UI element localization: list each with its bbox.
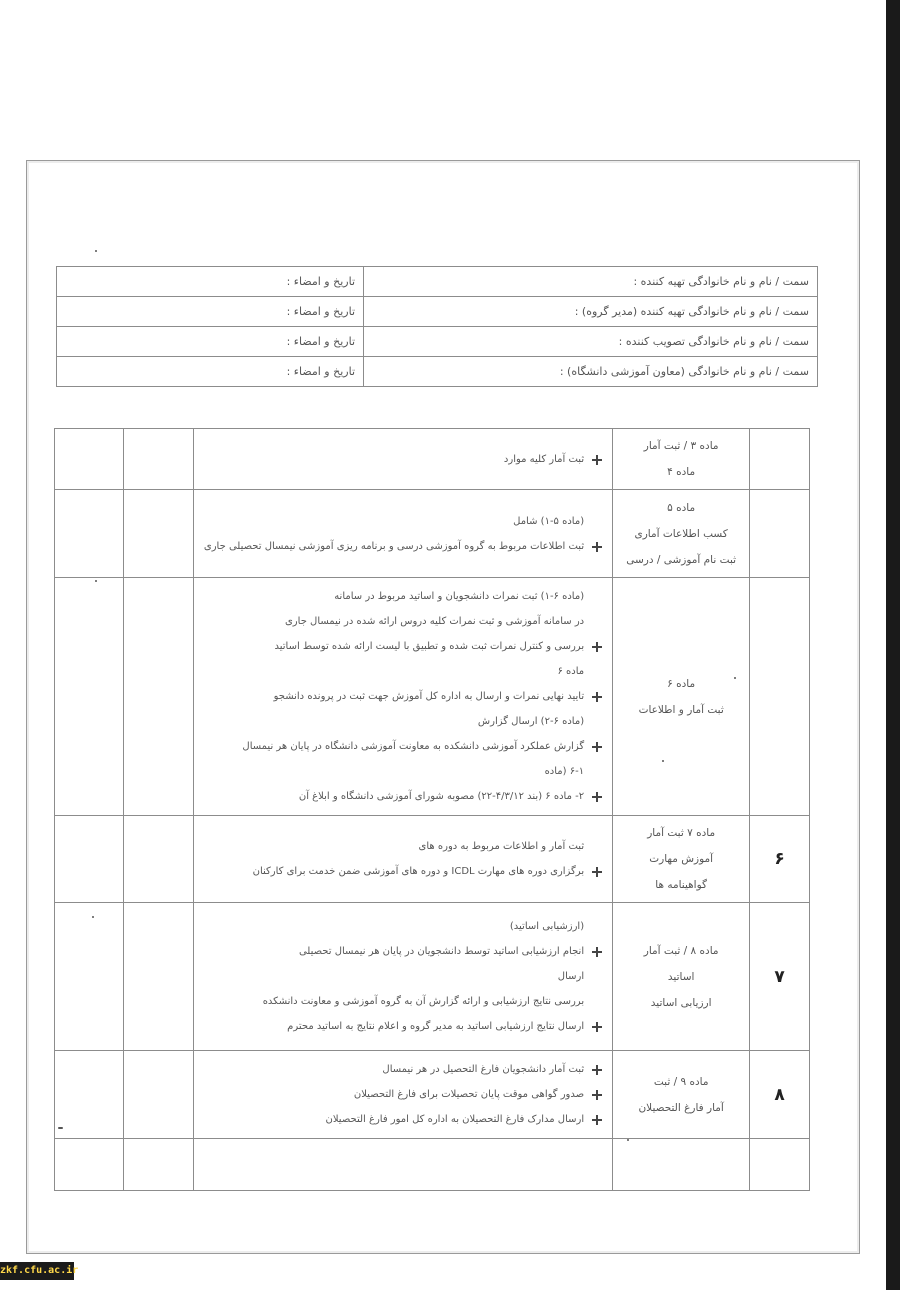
scan-dark-edge <box>886 0 900 1290</box>
bullet-item <box>204 784 602 809</box>
diamond-bullet-icon <box>592 742 602 752</box>
row-title <box>613 490 750 578</box>
row-description <box>193 816 612 903</box>
signature-row <box>57 357 818 387</box>
diamond-bullet-icon <box>592 642 602 652</box>
diamond-bullet-icon <box>592 692 602 702</box>
item-text: گزارش عملکرد آموزشی دانشکده به معاونت آموزشی دانشگاه در پایان هر نیمسال <box>242 741 585 752</box>
row-title-line: ماده ۸ / ثبت آمار <box>643 944 719 957</box>
item-text: ثبت آمار و اطلاعات مربوط به دوره های <box>418 841 585 852</box>
empty-cell <box>123 1051 193 1139</box>
row-title-line: کسب اطلاعات آماری <box>634 527 728 540</box>
item-text: (ماده ۶-۱) ثبت نمرات دانشجویان و اساتید مربوط در سامانه <box>334 591 585 602</box>
bullet-item <box>204 684 602 709</box>
row-number: ۷ <box>750 903 810 1051</box>
row-number <box>750 578 810 816</box>
row-description <box>193 1051 612 1139</box>
bullet-item <box>204 939 602 964</box>
row-description <box>193 1139 612 1191</box>
text-line <box>204 834 602 859</box>
row-title-line: ماده ۷ ثبت آمار <box>647 827 716 839</box>
empty-cell <box>55 578 124 816</box>
signature-date: تاریخ و امضاء : <box>57 267 364 297</box>
text-line <box>204 659 602 684</box>
row-title-line: ماده ۶ <box>667 677 696 690</box>
row-title-line: ماده ۹ / ثبت <box>653 1075 709 1088</box>
item-text: ماده ۶ <box>557 666 585 677</box>
row-title-line: ثبت نام آموزشی / درسی <box>626 553 737 566</box>
item-text: ثبت آمار دانشجویان فارغ التحصیل در هر نیمسال <box>382 1064 585 1075</box>
empty-cell <box>55 903 124 1051</box>
diamond-bullet-icon <box>592 1065 602 1075</box>
signer-role: سمت / نام و نام خانوادگی تصویب کننده : <box>364 327 818 357</box>
row-number <box>750 429 810 490</box>
empty-cell <box>123 903 193 1051</box>
empty-cell <box>123 429 193 490</box>
row-number: ۸ <box>750 1051 810 1139</box>
procedure-row <box>55 1139 810 1191</box>
row-title <box>613 816 750 903</box>
diamond-bullet-icon <box>592 1022 602 1032</box>
text-line <box>204 584 602 609</box>
item-text: در سامانه آموزشی و ثبت نمرات کلیه دروس ارائه شده در نیمسال جاری <box>284 616 585 627</box>
empty-cell <box>55 1139 124 1191</box>
text-line <box>204 709 602 734</box>
row-title <box>613 578 750 816</box>
row-title <box>613 1139 750 1191</box>
item-text: (ارزشیابی اساتید) <box>509 921 585 932</box>
row-description <box>193 903 612 1051</box>
item-text: (ماده ۶-۲) ارسال گزارش <box>477 716 585 727</box>
item-text: ارسال نتایج ارزشیابی اساتید به مدیر گروه و اعلام نتایج به اساتید محترم <box>287 1021 585 1032</box>
row-number: ۶ <box>750 816 810 903</box>
row-title-line: ماده ۵ <box>667 501 696 514</box>
text-line <box>204 964 602 989</box>
text-line <box>204 914 602 939</box>
empty-cell <box>123 490 193 578</box>
site-badge: zkf.cfu.ac.ir <box>0 1262 74 1280</box>
diamond-bullet-icon <box>592 542 602 552</box>
procedure-row <box>55 903 810 1051</box>
row-description <box>193 429 612 490</box>
row-title-line: ماده ۳ / ثبت آمار <box>643 440 719 452</box>
item-text: انجام ارزشیابی اساتید توسط دانشجویان در پایان هر نیمسال تحصیلی <box>298 946 585 957</box>
empty-cell <box>55 816 124 903</box>
diamond-bullet-icon <box>592 947 602 957</box>
bullet-item <box>204 447 602 472</box>
empty-cell <box>123 816 193 903</box>
row-title-line: آموزش مهارت <box>649 853 714 865</box>
text-line <box>204 509 602 534</box>
empty-cell <box>123 1139 193 1191</box>
item-text: ثبت اطلاعات مربوط به گروه آموزشی درسی و برنامه ریزی آموزشی نیمسال تحصیلی جاری <box>203 540 585 552</box>
row-title-line: ارزیابی اساتید <box>650 996 712 1009</box>
row-title <box>613 1051 750 1139</box>
text-line <box>204 759 602 784</box>
diamond-bullet-icon <box>592 1090 602 1100</box>
bullet-item <box>204 734 602 759</box>
item-text: ۶-۱ (ماده <box>544 766 585 777</box>
item-text: بررسی و کنترل نمرات ثبت شده و تطبیق با لیست ارائه شده توسط اساتید <box>274 641 585 652</box>
empty-cell <box>55 1051 124 1139</box>
signature-date: تاریخ و امضاء : <box>57 327 364 357</box>
procedure-row <box>55 490 810 578</box>
signature-date: تاریخ و امضاء : <box>57 297 364 327</box>
row-number <box>750 490 810 578</box>
bullet-item <box>204 859 602 884</box>
bullet-item <box>204 634 602 659</box>
signature-date: تاریخ و امضاء : <box>57 357 364 387</box>
diamond-bullet-icon <box>592 1115 602 1125</box>
row-title <box>613 429 750 490</box>
row-number <box>750 1139 810 1191</box>
item-text: برگزاری دوره های مهارت ICDL و دوره های آموزشی ضمن خدمت برای کارکنان <box>252 866 585 877</box>
row-description <box>193 490 612 578</box>
text-line <box>204 609 602 634</box>
procedure-row <box>55 1051 810 1139</box>
bullet-item <box>204 534 602 559</box>
row-title-line: اساتید <box>667 970 695 983</box>
row-title-line: ثبت آمار و اطلاعات <box>638 703 724 716</box>
signer-role: سمت / نام و نام خانوادگی تهیه کننده (مدیر گروه) : <box>364 297 818 327</box>
procedure-row <box>55 429 810 490</box>
diamond-bullet-icon <box>592 867 602 877</box>
procedure-row <box>55 578 810 816</box>
bullet-item <box>204 1057 602 1082</box>
item-text: ارسال <box>557 971 585 982</box>
text-line <box>204 989 602 1014</box>
item-text: تایید نهایی نمرات و ارسال به اداره کل آموزش جهت ثبت در پرونده دانشجو <box>273 691 585 702</box>
item-text: صدور گواهی موقت پایان تحصیلات برای فارغ التحصیلان <box>353 1089 585 1100</box>
item-text: ۲- ماده ۶ (بند ۴/۳/۱۲-۲۲) مصوبه شورای آموزشی دانشگاه و ابلاغ آن <box>298 791 585 802</box>
procedure-row <box>55 816 810 903</box>
signer-role: سمت / نام و نام خانوادگی تهیه کننده : <box>364 267 818 297</box>
signature-row <box>57 327 818 357</box>
signature-row <box>57 297 818 327</box>
bullet-item <box>204 1014 602 1039</box>
signer-role: سمت / نام و نام خانوادگی (معاون آموزشی دانشگاه) : <box>364 357 818 387</box>
empty-cell <box>123 578 193 816</box>
bullet-item <box>204 1082 602 1107</box>
item-text: ارسال مدارک فارغ التحصیلان به اداره کل امور فارغ التحصیلان <box>325 1114 585 1125</box>
scan-speck <box>95 250 97 252</box>
row-title-line: آمار فارغ التحصیلان <box>638 1101 724 1114</box>
procedure-table <box>54 428 810 1191</box>
empty-cell <box>55 490 124 578</box>
row-title-line: گواهینامه ها <box>655 879 708 891</box>
row-description <box>193 578 612 816</box>
signature-table <box>56 266 818 387</box>
diamond-bullet-icon <box>592 792 602 802</box>
row-title-line: ماده ۴ <box>667 466 696 478</box>
diamond-bullet-icon <box>592 455 602 465</box>
bullet-item <box>204 1107 602 1132</box>
item-text: بررسی نتایج ارزشیابی و ارائه گزارش آن به گروه آموزشی و معاونت دانشکده <box>262 996 585 1007</box>
empty-cell <box>55 429 124 490</box>
row-title <box>613 903 750 1051</box>
item-text: (ماده ۵-۱) شامل <box>513 515 585 527</box>
signature-row <box>57 267 818 297</box>
item-text: ثبت آمار کلیه موارد <box>503 453 585 465</box>
